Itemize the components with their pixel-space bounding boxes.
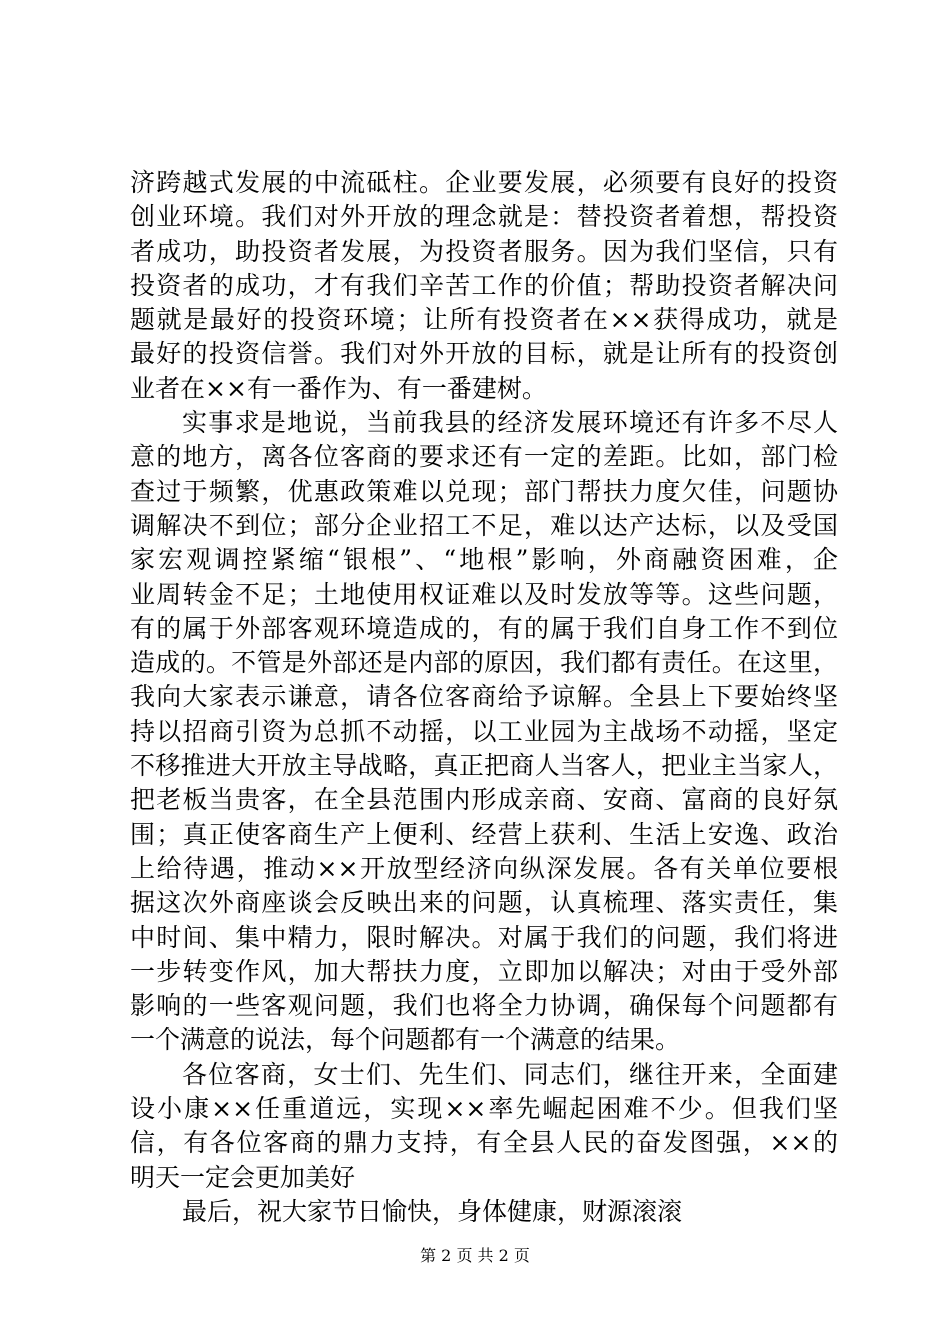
text-line: 济跨越式发展的中流砥柱。企业要发展，必须要有良好的投资 — [130, 168, 838, 197]
paragraph-start-line: 最后，祝大家节日愉快，身体健康，财源滚滚 — [182, 1196, 683, 1226]
text-line: 有的属于外部客观环境造成的，有的属于我们自身工作不到位 — [130, 613, 838, 643]
text-line: 查过于频繁，优惠政策难以兑现；部门帮扶力度欠佳，问题协 — [130, 476, 838, 506]
page-number-footer: 第 2 页 共 2 页 — [420, 1246, 530, 1265]
text-line: 业者在××有一番作为、有一番建树。 — [130, 373, 547, 403]
text-line: 一个满意的说法，每个问题都有一个满意的结果。 — [130, 1025, 681, 1055]
text-line: 上给待遇，推动××开放型经济向纵深发展。各有关单位要根 — [130, 853, 838, 883]
text-line: 设小康××任重道远，实现××率先崛起困难不少。但我们坚 — [130, 1094, 838, 1124]
text-line: 把老板当贵客，在全县范围内形成亲商、安商、富商的良好氛 — [130, 785, 838, 815]
text-line: 调解决不到位；部分企业招工不足，难以达产达标，以及受国 — [130, 510, 838, 540]
text-line: 中时间、集中精力，限时解决。对属于我们的问题，我们将进 — [130, 922, 838, 952]
paragraph-start-line: 实事求是地说，当前我县的经济发展环境还有许多不尽人 — [182, 408, 838, 438]
text-line: 最好的投资信誉。我们对外开放的目标，就是让所有的投资创 — [130, 339, 838, 369]
text-line: 投资者的成功，才有我们辛苦工作的价值；帮助投资者解决问 — [130, 270, 838, 300]
text-line: 不移推进大开放主导战略，真正把商人当客人，把业主当家人， — [130, 751, 838, 781]
text-line: 影响的一些客观问题，我们也将全力协调，确保每个问题都有 — [130, 991, 838, 1021]
text-line: 信，有各位客商的鼎力支持，有全县人民的奋发图强，××的 — [130, 1128, 838, 1158]
text-line: 围；真正使客商生产上便利、经营上获利、生活上安逸、政治 — [130, 819, 838, 849]
text-line: 家宏观调控紧缩“银根”、“地根”影响，外商融资困难，企 — [130, 545, 838, 575]
text-line: 明天一定会更加美好 — [130, 1162, 356, 1192]
paragraph-start-line: 各位客商，女士们、先生们、同志们，继往开来，全面建 — [182, 1059, 838, 1089]
text-line: 持以招商引资为总抓不动摇，以工业园为主战场不动摇，坚定 — [130, 716, 838, 746]
text-line: 据这次外商座谈会反映出来的问题，认真梳理、落实责任，集 — [130, 888, 838, 918]
text-line: 一步转变作风，加大帮扶力度，立即加以解决；对由于受外部 — [130, 956, 838, 986]
text-line: 意的地方，离各位客商的要求还有一定的差距。比如，部门检 — [130, 442, 838, 472]
text-line: 业周转金不足；土地使用权证难以及时发放等等。这些问题， — [130, 579, 838, 609]
document-body — [130, 166, 838, 1229]
text-line: 我向大家表示谦意，请各位客商给予谅解。全县上下要始终坚 — [130, 682, 838, 712]
text-line: 题就是最好的投资环境；让所有投资者在××获得成功，就是 — [130, 305, 838, 335]
text-line: 创业环境。我们对外开放的理念就是：替投资者着想，帮投资 — [130, 202, 838, 232]
text-line: 造成的。不管是外部还是内部的原因，我们都有责任。在这里， — [130, 648, 838, 678]
text-line: 者成功，助投资者发展，为投资者服务。因为我们坚信，只有 — [130, 236, 838, 266]
